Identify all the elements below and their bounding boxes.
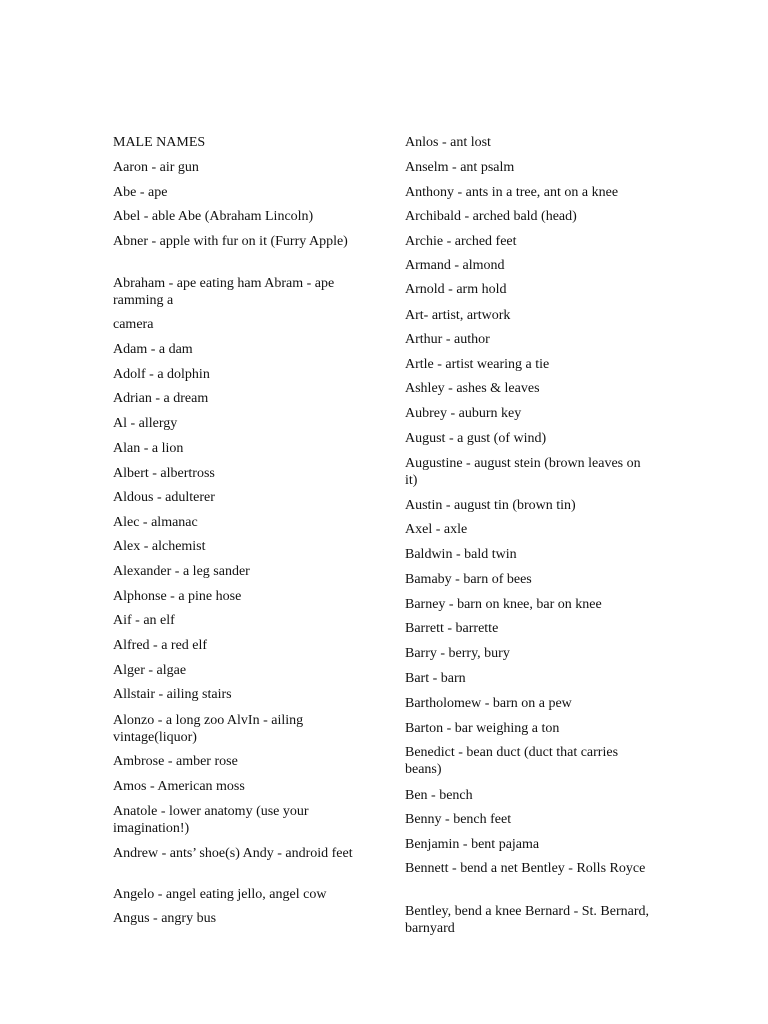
name-entry: Aif - an elf	[113, 613, 175, 628]
name-entry: camera	[113, 317, 154, 332]
name-entry: Archie - arched feet	[405, 234, 517, 249]
name-entry: Alphonse - a pine hose	[113, 589, 242, 604]
name-entry: Allstair - ailing stairs	[113, 687, 232, 702]
name-entry: Bentley, bend a knee Bernard - St. Bernard, barnyard	[405, 904, 650, 936]
name-entry: Abner - apple with fur on it (Furry Apple)	[113, 234, 348, 249]
name-entry: Amos - American moss	[113, 779, 245, 794]
name-entry: Alger - algae	[113, 663, 187, 678]
name-entry: Alexander - a leg sander	[113, 564, 250, 579]
name-entry: Al - allergy	[113, 416, 178, 431]
name-entry: Ambrose - amber rose	[113, 754, 238, 769]
name-entry: Benny - bench feet	[405, 812, 512, 827]
name-entry: Angelo - angel eating jello, angel cow	[113, 887, 327, 902]
name-entry: Ben - bench	[405, 788, 473, 803]
name-entry: Angus - angry bus	[113, 911, 217, 926]
name-entry: Barney - barn on knee, bar on knee	[405, 597, 602, 612]
name-entry: Bennett - bend a net Bentley - Rolls Royce	[405, 861, 646, 876]
name-entry: Anthony - ants in a tree, ant on a knee	[405, 185, 619, 200]
name-entry: Bartholomew - barn on a pew	[405, 696, 572, 711]
name-entry: Benedict - bean duct (duct that carries beans)	[405, 745, 619, 777]
name-entry: Baldwin - bald twin	[405, 547, 517, 562]
name-entry: Barrett - barrette	[405, 621, 499, 636]
name-entry: Abraham - ape eating ham Abram - ape ramming a	[113, 276, 335, 308]
name-entry: Bamaby - barn of bees	[405, 572, 532, 587]
name-entry: Barton - bar weighing a ton	[405, 721, 560, 736]
name-entry: Anatole - lower anatomy (use your imagination!)	[113, 804, 309, 836]
name-entry: Ashley - ashes & leaves	[405, 381, 540, 396]
name-entry: Aaron - air gun	[113, 160, 199, 175]
name-entry: Alan - a lion	[113, 441, 184, 456]
name-entry: Artle - artist wearing a tie	[405, 357, 550, 372]
name-entry: Adolf - a dolphin	[113, 367, 210, 382]
name-entry: Aldous - adulterer	[113, 490, 215, 505]
name-entry: Benjamin - bent pajama	[405, 837, 540, 852]
name-entry: Axel - axle	[405, 522, 468, 537]
name-entry: Adam - a dam	[113, 342, 193, 357]
name-entry: Abe - ape	[113, 185, 168, 200]
name-entry: Armand - almond	[405, 258, 505, 273]
name-entry: Alonzo - a long zoo AlvIn - ailing vintage(liquor)	[113, 713, 304, 745]
name-entry: Alfred - a red elf	[113, 638, 208, 653]
name-entry: Arthur - author	[405, 332, 490, 347]
name-entry: Aubrey - auburn key	[405, 406, 522, 421]
name-entry: Adrian - a dream	[113, 391, 209, 406]
name-entry: Anlos - ant lost	[405, 135, 491, 150]
name-entry: Archibald - arched bald (head)	[405, 209, 577, 224]
name-entry: Abel - able Abe (Abraham Lincoln)	[113, 209, 314, 224]
name-entry: Barry - berry, bury	[405, 646, 510, 661]
name-entry: Bart - barn	[405, 671, 466, 686]
name-entry: Anselm - ant psalm	[405, 160, 515, 175]
name-entry: Augustine - august stein (brown leaves on it)	[405, 456, 641, 488]
name-entry: Austin - august tin (brown tin)	[405, 498, 576, 513]
name-entry: August - a gust (of wind)	[405, 431, 547, 446]
name-entry: Alec - almanac	[113, 515, 198, 530]
name-entry: Arnold - arm hold	[405, 282, 507, 297]
name-entry: Albert - albertross	[113, 466, 215, 481]
name-entry: Andrew - ants’ shoe(s) Andy - android feet	[113, 846, 353, 861]
name-entry: Alex - alchemist	[113, 539, 206, 554]
name-entry: Art- artist, artwork	[405, 308, 511, 323]
column-heading: MALE NAMES	[113, 135, 206, 150]
